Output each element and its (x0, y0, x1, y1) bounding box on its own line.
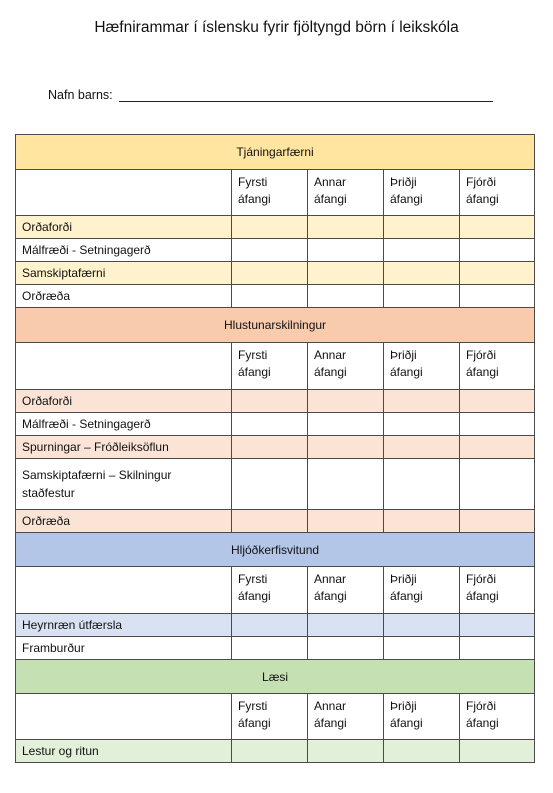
table-row (16, 614, 535, 637)
stage-cell[interactable] (384, 510, 460, 533)
stage-label-3: Þriðji áfangi (384, 343, 460, 390)
stage-cell[interactable] (460, 262, 535, 285)
child-name-field[interactable] (48, 88, 493, 102)
section-title: Hljóðkerfisvitund (16, 533, 535, 567)
stage-cell[interactable] (232, 262, 308, 285)
section-title: Læsi (16, 660, 535, 694)
document-title: Hæfnirammar í íslensku fyrir fjöltyngd börn í leikskóla (94, 19, 459, 36)
stage-cell[interactable] (232, 285, 308, 308)
table-row (16, 510, 535, 533)
table-row (16, 216, 535, 239)
row-label: Lestur og ritun (16, 740, 232, 763)
stage-label-2: Annar áfangi (308, 343, 384, 390)
stage-cell[interactable] (384, 239, 460, 262)
section-header-tjaningarfaerni (16, 135, 535, 170)
stage-header-row (16, 567, 535, 614)
stage-label-2: Annar áfangi (308, 170, 384, 216)
stage-cell[interactable] (232, 390, 308, 413)
stage-label-3: Þriðji áfangi (384, 694, 460, 740)
stage-cell[interactable] (308, 239, 384, 262)
stage-cell[interactable] (460, 239, 535, 262)
stage-cell[interactable] (232, 436, 308, 459)
stage-label-2: Annar áfangi (308, 694, 384, 740)
table-row (16, 637, 535, 660)
stage-cell[interactable] (232, 510, 308, 533)
competence-grid (15, 134, 535, 763)
stage-label-4: Fjórði áfangi (460, 567, 535, 614)
section-header-hljodkerfisvitund (16, 533, 535, 567)
stage-cell[interactable] (308, 413, 384, 436)
row-label: Málfræði - Setningagerð (16, 239, 232, 262)
stage-cell[interactable] (308, 740, 384, 763)
section-header-hlustunarskilningur (16, 308, 535, 343)
child-name-line[interactable] (119, 88, 493, 102)
stage-cell[interactable] (308, 216, 384, 239)
row-label: Samskiptafærni (16, 262, 232, 285)
stage-cell[interactable] (384, 262, 460, 285)
stage-cell[interactable] (460, 390, 535, 413)
row-label: Orðaforði (16, 216, 232, 239)
stage-cell[interactable] (308, 614, 384, 637)
stage-cell[interactable] (232, 239, 308, 262)
table-row (16, 262, 535, 285)
stage-cell[interactable] (384, 390, 460, 413)
section-header-laesi (16, 660, 535, 694)
stage-cell[interactable] (460, 413, 535, 436)
stage-cell[interactable] (460, 510, 535, 533)
stage-cell[interactable] (460, 285, 535, 308)
stage-label-1: Fyrsti áfangi (232, 694, 308, 740)
stage-cell[interactable] (384, 216, 460, 239)
stage-cell[interactable] (232, 216, 308, 239)
stage-cell[interactable] (460, 637, 535, 660)
stage-label-1: Fyrsti áfangi (232, 170, 308, 216)
stage-cell[interactable] (308, 459, 384, 510)
stage-label-4: Fjórði áfangi (460, 343, 535, 390)
table-row (16, 390, 535, 413)
table-row (16, 740, 535, 763)
stage-header-row (16, 694, 535, 740)
stage-label-3: Þriðji áfangi (384, 567, 460, 614)
stage-label-3: Þriðji áfangi (384, 170, 460, 216)
stage-header-row (16, 170, 535, 216)
stage-cell[interactable] (384, 614, 460, 637)
table-row (16, 413, 535, 436)
stage-label-1: Fyrsti áfangi (232, 343, 308, 390)
stage-cell[interactable] (232, 740, 308, 763)
table-row (16, 239, 535, 262)
stage-label-4: Fjórði áfangi (460, 170, 535, 216)
stage-label-4: Fjórði áfangi (460, 694, 535, 740)
row-label: Samskiptafærni – Skilningur staðfestur (16, 459, 232, 510)
stage-cell[interactable] (384, 740, 460, 763)
stage-cell[interactable] (232, 614, 308, 637)
row-label: Orðræða (16, 510, 232, 533)
stage-cell[interactable] (308, 510, 384, 533)
table-row (16, 459, 535, 510)
stage-cell[interactable] (460, 614, 535, 637)
stage-cell[interactable] (308, 436, 384, 459)
stage-cell[interactable] (232, 637, 308, 660)
stage-cell[interactable] (460, 459, 535, 510)
section-title: Tjáningarfærni (16, 135, 535, 170)
stage-cell[interactable] (384, 637, 460, 660)
stage-header-row (16, 343, 535, 390)
table-row (16, 285, 535, 308)
stage-cell[interactable] (460, 436, 535, 459)
row-label: Framburður (16, 637, 232, 660)
row-label: Málfræði - Setningagerð (16, 413, 232, 436)
stage-cell[interactable] (308, 262, 384, 285)
stage-cell[interactable] (308, 637, 384, 660)
stage-cell[interactable] (384, 413, 460, 436)
stage-label-2: Annar áfangi (308, 567, 384, 614)
stage-cell[interactable] (308, 390, 384, 413)
row-label: Orðaforði (16, 390, 232, 413)
stage-cell[interactable] (384, 285, 460, 308)
stage-cell[interactable] (232, 413, 308, 436)
stage-cell[interactable] (308, 285, 384, 308)
child-name-label: Nafn barns: (48, 88, 113, 102)
stage-cell[interactable] (384, 459, 460, 510)
stage-cell[interactable] (460, 740, 535, 763)
section-title: Hlustunarskilningur (16, 308, 535, 343)
row-label: Orðræða (16, 285, 232, 308)
stage-cell[interactable] (460, 216, 535, 239)
stage-cell[interactable] (232, 459, 308, 510)
row-label: Heyrnræn útfærsla (16, 614, 232, 637)
stage-cell[interactable] (384, 436, 460, 459)
table-row (16, 436, 535, 459)
row-label: Spurningar – Fróðleiksöflun (16, 436, 232, 459)
stage-label-1: Fyrsti áfangi (232, 567, 308, 614)
